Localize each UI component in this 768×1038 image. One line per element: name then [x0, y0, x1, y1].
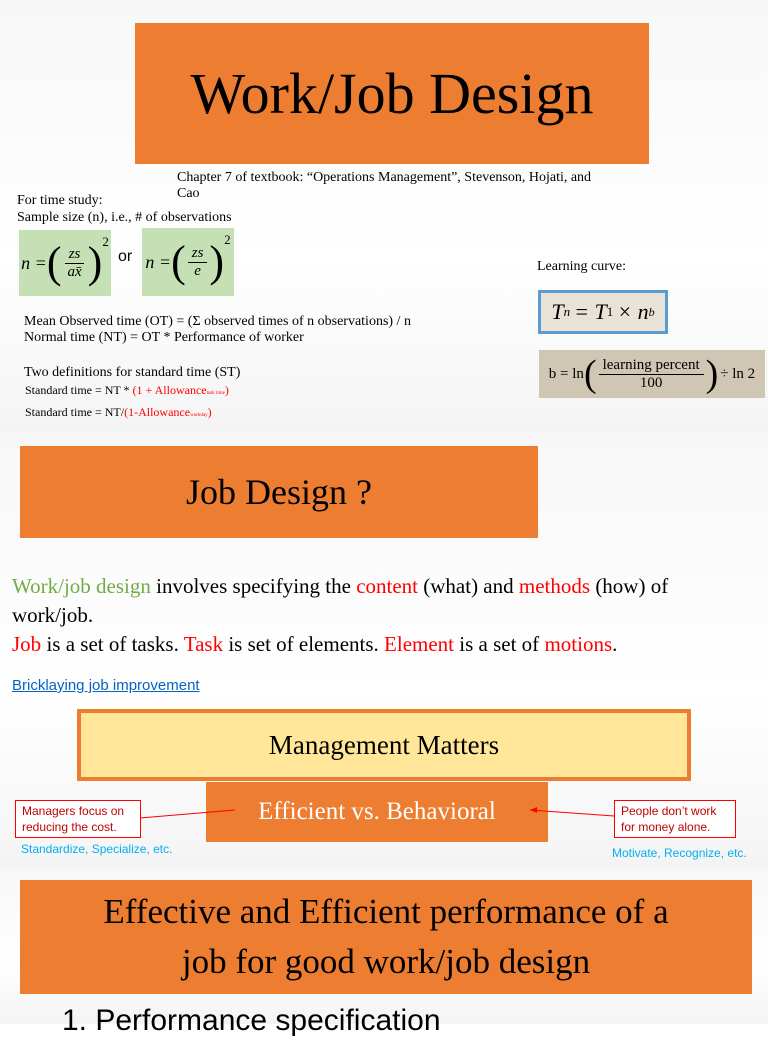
std-time-1-allowance: (1 + Allowance — [132, 383, 207, 397]
callout-left-line-2: reducing the cost. — [22, 820, 117, 834]
std-time-2-close: ) — [207, 405, 212, 419]
management-matters-box: Management Matters — [77, 709, 691, 781]
callout-right-line-1: People don’t work — [621, 804, 717, 818]
work-job-design-term: Work/job design — [12, 574, 151, 598]
formula-2-lhs: n = — [145, 251, 172, 272]
content-term: content — [356, 574, 418, 598]
bricklaying-link[interactable]: Bricklaying job improvement — [12, 677, 200, 694]
sample-size-formula-1 — [19, 230, 111, 296]
text-segment: is a set of — [454, 632, 545, 656]
formula-1-lhs: n = — [21, 252, 47, 273]
right-paren: ) — [705, 353, 719, 395]
standard-time-def-2 — [25, 405, 212, 420]
chapter-note: Chapter 7 of textbook: “Operations Management”, Stevenson, Hojati, and Cao — [177, 170, 592, 201]
performance-spec-item: 1. Performance specification — [62, 1004, 441, 1037]
text-segment: . — [612, 632, 618, 656]
std-time-2-prefix: Standard time = NT/ — [25, 405, 125, 419]
left-arrow — [140, 810, 235, 818]
text-segment: (what) and — [418, 574, 519, 598]
b-lhs: b = ln — [548, 365, 584, 382]
lc-lhs: T — [551, 299, 564, 324]
right-paren: ) — [87, 238, 103, 287]
lc-exponent: b — [648, 304, 655, 319]
people-callout — [614, 800, 736, 838]
left-paren: ( — [583, 353, 597, 395]
right-arrowhead — [530, 807, 537, 813]
b-numerator: learning percent — [599, 357, 704, 375]
slide-3-title — [20, 880, 752, 994]
formula-2-numerator: zs — [188, 245, 208, 263]
text-segment: is set of elements. — [223, 632, 385, 656]
managers-callout — [15, 800, 141, 838]
callout-left-line-1: Managers focus on — [22, 804, 125, 818]
slide-3-title-line-2: job for good work/job design — [181, 942, 591, 981]
time-study-label: For time study: — [17, 193, 103, 208]
text-segment: involves specifying the — [150, 574, 357, 598]
formula-2-fraction — [188, 245, 208, 280]
slide-3-title-line-1: Effective and Efficient performance of a — [103, 892, 669, 931]
std-time-2-subscript: workday — [190, 413, 208, 418]
b-denominator: 100 — [639, 374, 663, 391]
sample-size-label: Sample size (n), i.e., # of observations — [17, 210, 232, 225]
methods-term: methods — [518, 574, 591, 598]
efficient-vs-behavioral-box: Efficient vs. Behavioral — [206, 782, 548, 842]
callout-right-line-2: for money alone. — [621, 820, 711, 834]
formula-1-numerator: zs — [65, 246, 85, 264]
standard-time-def-1 — [25, 383, 229, 398]
formula-2-denominator: e — [194, 262, 201, 279]
std-time-1-close: ) — [224, 383, 229, 397]
slide-2-title: Job Design ? — [20, 446, 538, 538]
or-label: or — [118, 248, 133, 265]
text-segment: (how) of work/job. — [12, 574, 669, 627]
standardize-note: Standardize, Specialize, etc. — [21, 842, 173, 856]
motivate-note: Motivate, Recognize, etc. — [612, 846, 747, 860]
mean-observed-time: Mean Observed time (OT) = (Σ observed times of n observations) / n — [24, 314, 411, 329]
left-paren: ( — [171, 237, 186, 286]
element-term: Element — [384, 632, 455, 656]
right-paren: ) — [209, 237, 225, 286]
job-task-element-definition — [12, 630, 752, 659]
right-arrow — [530, 810, 614, 816]
normal-time: Normal time (NT) = OT * Performance of worker — [24, 330, 304, 345]
lc-lhs-sub: n — [563, 304, 571, 319]
sample-size-formula-2 — [142, 228, 234, 296]
std-time-1-prefix: Standard time = NT * — [25, 383, 133, 397]
formula-1-exponent: 2 — [102, 234, 109, 249]
text-segment: is a set of tasks. — [41, 632, 184, 656]
b-rhs: ÷ ln 2 — [720, 365, 756, 382]
left-paren: ( — [46, 238, 62, 287]
task-term: Task — [183, 632, 224, 656]
b-fraction — [599, 357, 704, 392]
formula-1-denominator: ax̄ — [67, 263, 82, 280]
formula-1-fraction — [63, 246, 85, 281]
std-time-2-allowance: (1-Allowance — [124, 405, 191, 419]
work-design-definition — [12, 572, 752, 630]
slide-1-title: Work/Job Design — [135, 23, 649, 164]
standard-time-defs-label: Two definitions for standard time (ST) — [24, 365, 241, 380]
learning-curve-formula — [538, 290, 668, 334]
formula-2-exponent: 2 — [224, 232, 231, 247]
lc-t1-sub: 1 — [606, 304, 614, 319]
lc-times: × n — [617, 299, 649, 324]
lc-eq: = T — [574, 299, 607, 324]
std-time-1-subscript: task time — [206, 391, 225, 396]
b-exponent-formula — [539, 350, 765, 398]
motions-term: motions — [544, 632, 613, 656]
learning-curve-label: Learning curve: — [537, 259, 627, 274]
job-term: Job — [12, 632, 42, 656]
